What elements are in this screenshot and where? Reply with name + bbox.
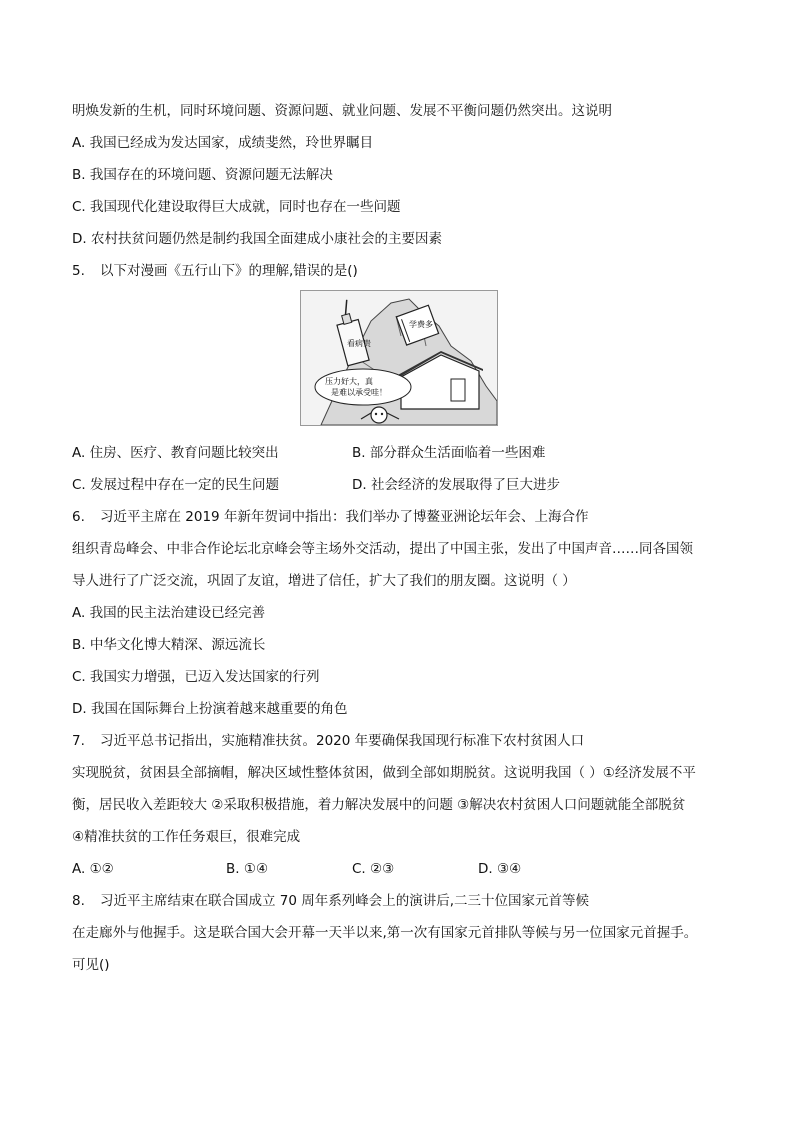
q7-option-a: A. ①② (72, 861, 114, 877)
bubble-line-1: 压力好大，真 (325, 377, 373, 386)
q7-option-c: C. ②③ (352, 861, 395, 877)
q6-option-a: A. 我国的民主法治建设已经完善 (72, 605, 266, 621)
q6-option-c: C. 我国实力增强，已迈入发达国家的行列 (72, 669, 320, 685)
q6-stem-1: 习近平主席在 2019 年新年贺词中指出：我们举办了博鳌亚洲论坛年会、上海合作 (100, 509, 589, 525)
q6-stem-line-1 (72, 507, 588, 527)
q7-option-d: D. ③④ (478, 861, 522, 877)
book-label: 学费多 (409, 320, 433, 329)
q6-number: 6. (72, 509, 85, 525)
q4-option-c: C. 我国现代化建设取得巨大成就，同时也存在一些问题 (72, 199, 401, 215)
bubble-line-2: 是难以承受哇！ (331, 388, 387, 397)
q6-option-b: B. 中华文化博大精深、源远流长 (72, 637, 266, 653)
q6-stem-line-2: 组织青岛峰会、中非合作论坛北京峰会等主场外交活动，提出了中国主张，发出了中国声音……同各国领 (72, 541, 693, 557)
q6-stem-line-3: 导人进行了广泛交流，巩固了友谊，增进了信任，扩大了我们的朋友圈。这说明（ ） (72, 573, 576, 589)
q5-option-c: C. 发展过程中存在一定的民生问题 (72, 477, 280, 493)
q5-option-a: A. 住房、医疗、教育问题比较突出 (72, 445, 279, 461)
q5-stem: 以下对漫画《五行山下》的理解,错误的是() (100, 263, 358, 279)
q4-option-a: A. 我国已经成为发达国家，成绩斐然，玲世界瞩目 (72, 135, 374, 151)
q5-option-d: D. 社会经济的发展取得了巨大进步 (352, 477, 560, 493)
q7-stem-line-2: 实现脱贫，贫困县全部摘帽，解决区域性整体贫困，做到全部如期脱贫。这说明我国（ ）①经济发展不平 (72, 765, 696, 781)
q7-stem-line-4: ④精准扶贫的工作任务艰巨，很难完成 (72, 829, 301, 845)
q8-stem-1: 习近平主席结束在联合国成立 70 周年系列峰会上的演讲后,二三十位国家元首等候 (100, 893, 590, 909)
q8-stem-line-3: 可见() (72, 957, 110, 973)
cartoon-drawing (301, 291, 497, 425)
q8-stem-line-2: 在走廊外与他握手。这是联合国大会开幕一天半以来,第一次有国家元首排队等候与另一位国家元首握手。 (72, 925, 698, 941)
q5-cartoon-image (300, 290, 498, 426)
q7-number: 7. (72, 733, 85, 749)
q7-stem-line-1 (72, 731, 584, 751)
q5-stem-line (72, 261, 358, 281)
q4-option-b: B. 我国存在的环境问题、资源问题无法解决 (72, 167, 333, 183)
bottle-label: 看病贵 (347, 339, 371, 348)
q6-option-d: D. 我国在国际舞台上扮演着越来越重要的角色 (72, 701, 348, 717)
q7-stem-line-3: 衡，居民收入差距较大 ②采取积极措施，着力解决发展中的问题 ③解决农村贫困人口问题就能全部脱贫 (72, 797, 686, 813)
q8-stem-line-1 (72, 891, 589, 911)
q5-option-b: B. 部分群众生活面临着一些困难 (352, 445, 546, 461)
q7-option-b: B. ①④ (226, 861, 269, 877)
q8-number: 8. (72, 893, 85, 909)
q7-stem-1: 习近平总书记指出，实施精准扶贫。2020 年要确保我国现行标准下农村贫困人口 (100, 733, 585, 749)
q5-number: 5. (72, 263, 85, 279)
q4-stem-tail: 明焕发新的生机，同时环境问题、资源问题、就业问题、发展不平衡问题仍然突出。这说明 (72, 103, 612, 119)
q4-option-d: D. 农村扶贫问题仍然是制约我国全面建成小康社会的主要因素 (72, 231, 442, 247)
